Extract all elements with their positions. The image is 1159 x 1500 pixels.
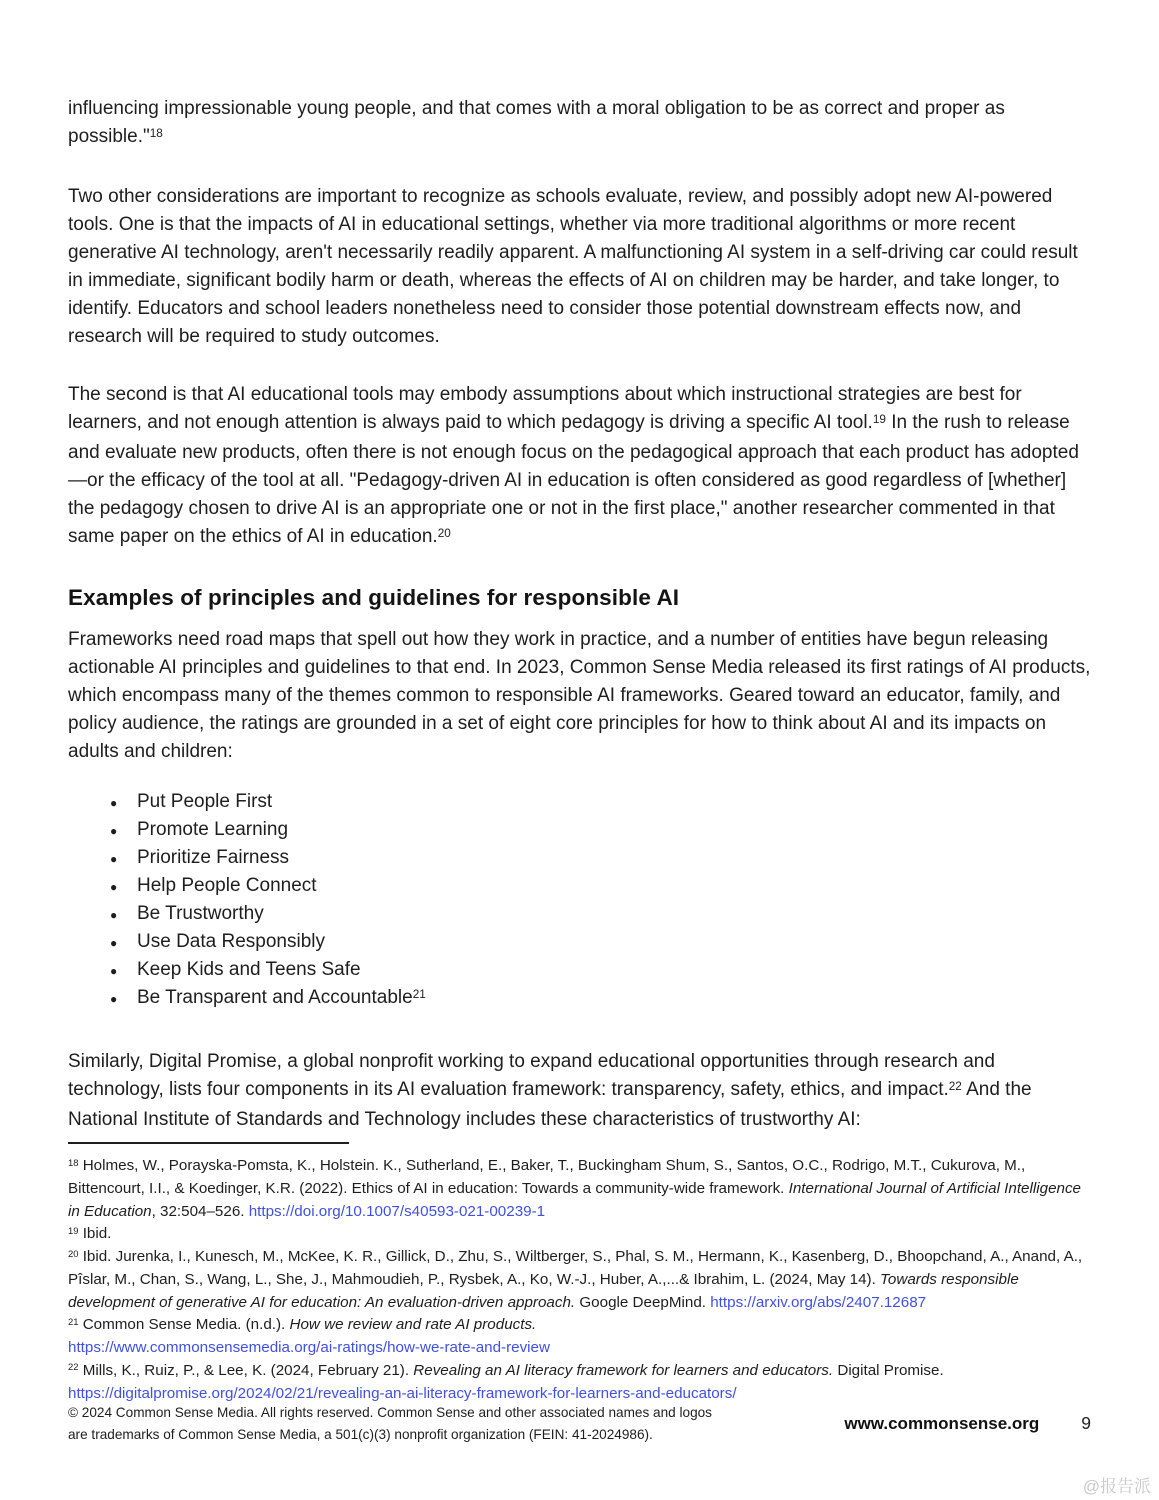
footnote-link[interactable]: https://doi.org/10.1007/s40593-021-00239-1 [248, 1202, 546, 1220]
principle-item: ● Use Data Responsibly [137, 928, 1092, 956]
footnote-link[interactable]: https://digitalpromise.org/2024/02/21/revealing-an-ai-literacy-framework-for-learners-and-educators/ [68, 1384, 737, 1402]
principle-item: ● Prioritize Fairness [137, 844, 1092, 872]
body-paragraph: Similarly, Digital Promise, a global nonprofit working to expand educational opportunities through research and technology, lists four components in its AI evaluation framework: transparency, safety, ethics, and impact.$^{22}$ And the National Institute of Standards and Technology includes these characteristics of trustworthy AI: [68, 1051, 1032, 1130]
footnote-ref: 21 [412, 987, 426, 1001]
footnote: $^{21}$ Common Sense Media. (n.d.). How we review and rate AI products. https://www.commonsensemedia.org/ai-ratings/how-we-rate-and-review [68, 1315, 550, 1357]
body-paragraph: influencing impressionable young people, and that comes with a moral obligation to be as correct and proper as possible."$^{18}$ [68, 98, 1005, 147]
footnote: $^{18}$ Holmes, W., Porayska-Pomsta, K., Holstein. K., Sutherland, E., Baker, T., Buckingham Shum, S., Santos, O.C., Rodrigo, M.T., Cukurova, M., Bittencourt, I.I., & Koedinger, K.R. (2022). Ethics of AI in education: Towards a community-wide framework. International Journal of Artificial Intelligence in Education, 32:504–526. https://doi.org/10.1007/s40593-021-00239-1 [68, 1156, 1082, 1220]
footnote-ref: 21 [68, 1315, 79, 1327]
footnote-ref: 19 [68, 1224, 79, 1236]
footnote-ref: 20 [68, 1247, 79, 1259]
footnote-link[interactable]: https://www.commonsensemedia.org/ai-ratings/how-we-rate-and-review [68, 1339, 550, 1357]
body-paragraph: Two other considerations are important to recognize as schools evaluate, review, and possibly adopt new AI-powered tools. One is that the impacts of AI in educational settings, whether via more traditional algorithms or more recent generative AI technology, aren't necessarily readily apparent. A malfunctioning AI system in a self-driving car could result in immediate, significant bodily harm or death, whereas the effects of AI on children may be harder, and take longer, to identify. Educators and school leaders nonetheless need to consider those potential downstream effects now, and research will be required to study outcomes. [68, 186, 1078, 347]
principle-item: ● Keep Kids and Teens Safe [137, 956, 1092, 984]
principle-item: ● Put People First [137, 788, 1092, 816]
copyright-line: are trademarks of Common Sense Media, a 501(c)(3) nonprofit organization (FEIN: 41-2024986). [68, 1426, 653, 1442]
principles-list [68, 788, 1092, 1014]
principle-item: ● Be Transparent and Accountable$^{21}$ [137, 984, 1092, 1014]
footnote-ref: 22 [68, 1361, 79, 1373]
footnote-ref: 22 [948, 1079, 962, 1093]
footnotes-section [68, 1142, 1092, 1405]
footer-right [844, 1413, 1091, 1434]
footnote-divider [68, 1142, 349, 1144]
watermark: @报告派 [1082, 1477, 1151, 1496]
copyright-text [68, 1402, 712, 1445]
body-paragraph: The second is that AI educational tools may embody assumptions about which instructional strategies are best for learners, and not enough attention is always paid to which pedagogy is driving a specific AI tool.$^{19}$ In the rush to release and evaluate new products, often there is not enough focus on the pedagogical approach that each product has adopted—or the efficacy of the tool at all. "Pedagogy-driven AI in education is often considered as good regardless of [whether] the pedagogy chosen to drive AI is an appropriate one or not in the first place," another researcher commented in that same paper on the ethics of AI in education.$^{20}$ [68, 384, 1079, 547]
section-heading: Examples of principles and guidelines for responsible AI [68, 585, 680, 610]
principle-item: ● Promote Learning [137, 816, 1092, 844]
footnote-ref: 20 [437, 526, 451, 540]
copyright-line: © 2024 Common Sense Media. All rights reserved. Common Sense and other associated names and logos [68, 1405, 712, 1420]
body-paragraph: Frameworks need road maps that spell out how they work in practice, and a number of entities have begun releasing actionable AI principles and guidelines to that end. In 2023, Common Sense Media released its first ratings of AI products, which encompass many of the themes common to responsible AI frameworks. Geared toward an educator, family, and policy audience, the ratings are grounded in a set of eight core principles for how to think about AI and its impacts on adults and children: [68, 629, 1091, 762]
principle-item: ● Be Trustworthy [137, 900, 1092, 928]
footnote-ref: 18 [68, 1156, 79, 1168]
page-number: 9 [1081, 1413, 1091, 1433]
footnote: $^{20}$ Ibid. Jurenka, I., Kunesch, M., McKee, K. R., Gillick, D., Zhu, S., Wiltberger, S., Phal, S. M., Hermann, K., Kasenberg, D., Bhoopchand, A., Anand, A., Pîslar, M., Chan, S., Wang, L., She, J., Mahmoudieh, P., Rysbek, A., Ko, W.-J., Huber, A.,...& Ibrahim, L. (2024, May 14). Towards responsible development of generative AI for education: An evaluation-driven approach. Google DeepMind. https://arxiv.org/abs/2407.12687 [68, 1247, 1083, 1311]
footnote: $^{19}$ Ibid. [68, 1224, 112, 1242]
principle-item: ● Help People Connect [137, 872, 1092, 900]
footnote-link[interactable]: https://arxiv.org/abs/2407.12687 [710, 1293, 927, 1311]
footnote-ref: 18 [149, 126, 163, 140]
footnote: $^{22}$ Mills, K., Ruiz, P., & Lee, K. (2024, February 21). Revealing an AI literacy framework for learners and educators. Digital Promise. https://digitalpromise.org/2024/02/21/revealing-an-ai-literacy-framework-for-learners-and-educators/ [68, 1361, 944, 1402]
footnote-ref: 19 [872, 412, 886, 426]
site-url: www.commonsense.org [844, 1414, 1040, 1433]
page-footer [68, 1402, 1091, 1445]
